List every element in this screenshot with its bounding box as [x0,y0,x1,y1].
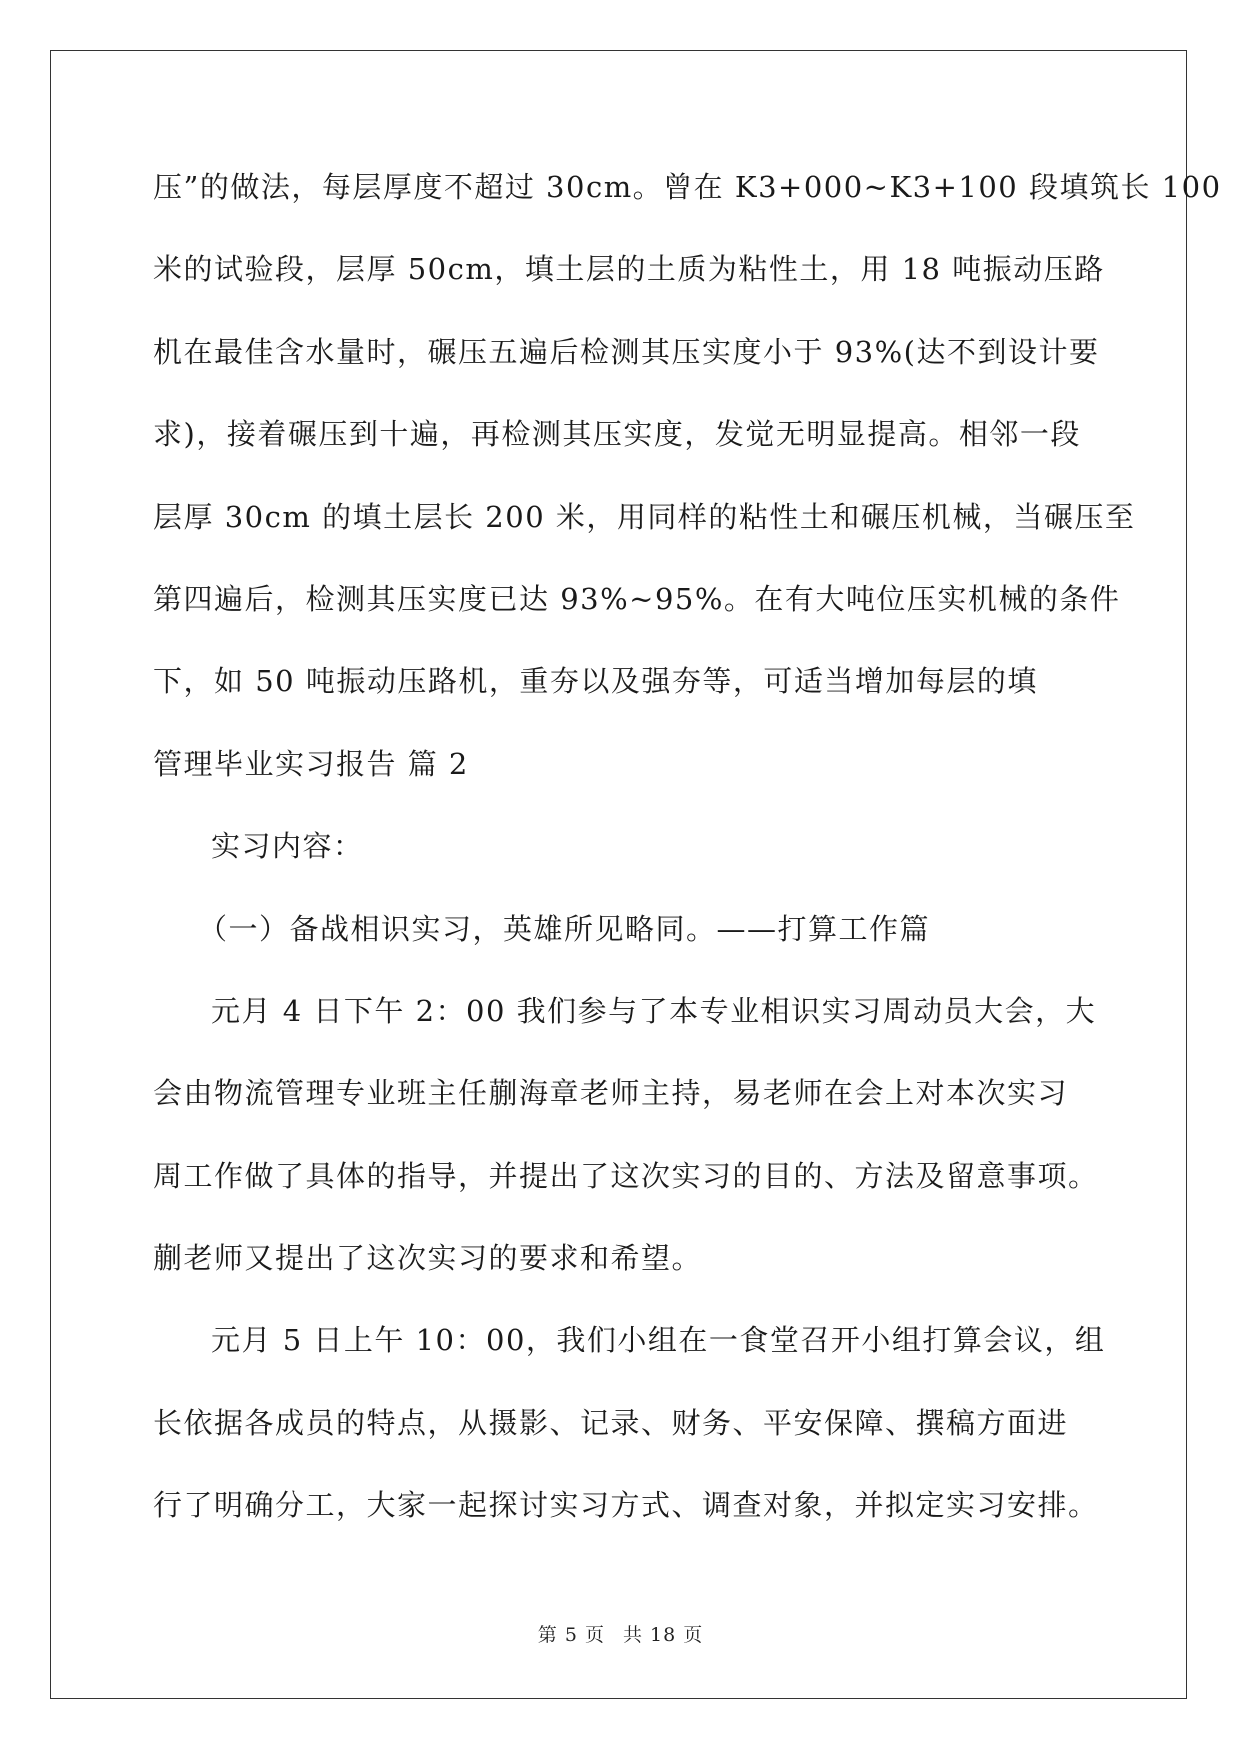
paragraph-line: 行了明确分工，大家一起探讨实习方式、调查对象，并拟定实习安排。 [153,1488,1099,1523]
subsection-title: （一）备战相识实习，英雄所见略同。——打算工作篇 [198,911,931,946]
page-number: 第 5 页 [537,1624,605,1646]
document-body [153,165,1222,1566]
paragraph-line: 第四遍后，检测其压实度已达 93%~95%。在有大吨位压实机械的条件 [153,581,1121,616]
subheading: 实习内容： [211,829,364,864]
paragraph-line: 机在最佳含水量时，碾压五遍后检测其压实度小于 93%(达不到设计要 [153,334,1100,369]
paragraph-line: 下，如 50 吨振动压路机，重夯以及强夯等，可适当增加每层的填 [153,664,1038,699]
paragraph-line: 求)，接着碾压到十遍，再检测其压实度，发觉无明显提高。相邻一段 [153,417,1081,452]
page-total: 共 18 页 [622,1624,704,1646]
paragraph-line: 层厚 30cm 的填土层长 200 米，用同样的粘性土和碾压机械，当碾压至 [153,499,1136,534]
section-heading: 管理毕业实习报告 篇 2 [153,746,469,781]
paragraph-line: 会由物流管理专业班主任蒯海章老师主持，易老师在会上对本次实习 [153,1076,1069,1111]
paragraph-line: 元月 4 日下午 2：00 我们参与了本专业相识实习周动员大会，大 [211,993,1097,1028]
page-footer [0,1620,1241,1647]
paragraph-line: 周工作做了具体的指导，并提出了这次实习的目的、方法及留意事项。 [153,1158,1099,1193]
paragraph-line: 压”的做法，每层厚度不超过 30cm。曾在 K3+000~K3+100 段填筑长 100 [153,170,1222,204]
paragraph-line: 元月 5 日上午 10：00，我们小组在一食堂召开小组打算会议，组 [211,1323,1106,1358]
paragraph-line: 蒯老师又提出了这次实习的要求和希望。 [153,1241,703,1276]
paragraph-line: 米的试验段，层厚 50cm，填土层的土质为粘性土，用 18 吨振动压路 [153,252,1105,287]
paragraph-line: 长依据各成员的特点，从摄影、记录、财务、平安保障、撰稿方面进 [153,1405,1069,1440]
